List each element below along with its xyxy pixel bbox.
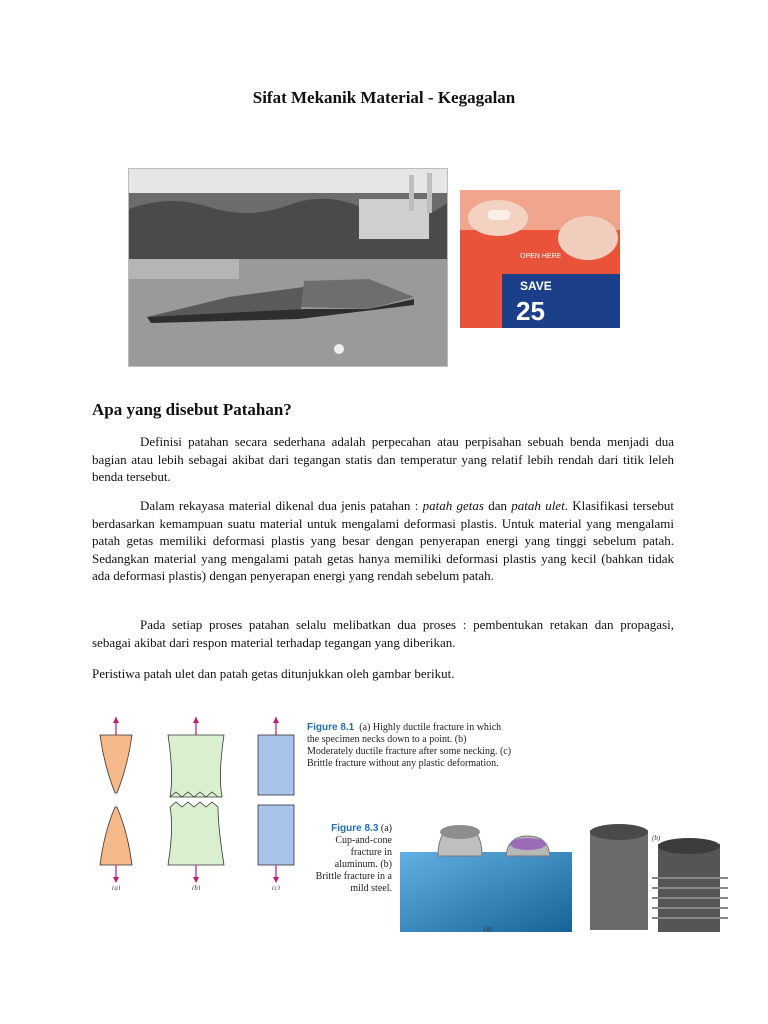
diagram-label-a: (a) [112, 884, 121, 890]
cup-cone-fracture-photo [400, 822, 572, 932]
pack-save-text: SAVE [520, 279, 552, 293]
photo-label-b: (b) [652, 834, 661, 842]
section-heading: Apa yang disebut Patahan? [92, 400, 292, 419]
paragraph-definition [92, 433, 674, 486]
p2-part1: Dalam rekayasa material dikenal dua jenis patahan : [140, 498, 423, 513]
figure-8-3-number: Figure 8.3 [331, 823, 379, 834]
term-patah-ulet: patah ulet [511, 498, 565, 513]
p2-part2: dan [483, 498, 512, 513]
figure-8-1-text: (a) Highly ductile fracture in which the specimen necks down to a point. (b) Moderately ductile fracture after some necking. (c) Brittle fracture without any plastic deformation. [307, 722, 512, 769]
figure-8-3-text: (a) Cup-and-cone fracture in aluminum. (b) Brittle fracture in a mild steel. [315, 823, 392, 894]
ship-fracture-photo [128, 168, 448, 367]
brittle-steel-photo [588, 822, 733, 932]
tear-open-package-photo [460, 190, 620, 328]
document-title: Sifat Mekanik Material - Kegagalan [252, 88, 516, 107]
p2-part3: . Klasifikasi tersebut berdasarkan kemampuan suatu material untuk mengalami deformasi plastis. Untuk material yang mengalami patah getas memiliki deformasi plastis yang besar dengan penyerapan energi yang tinggi sebelum patah. Sedangkan material yang mengalami patah getas hanya memiliki deformasi plastis yang kecil (bahkan tidak ada deformasi plastis) dengan penyerapan energi yang rendah sebelum patah. [92, 498, 674, 583]
diagram-label-b: (b) [192, 884, 201, 890]
photo-label-a: (a) [484, 925, 493, 932]
paragraph-fracture-process-text: Pada setiap proses patahan selalu melibatkan dua proses : pembentukan retakan dan propagasi, sebagai akibat dari respon material terhadap tegangan yang diberikan. [92, 617, 674, 650]
diagram-label-c: (c) [272, 884, 280, 890]
figure-8-1-caption [307, 722, 512, 770]
term-patah-getas: patah getas [422, 498, 484, 513]
paragraph-fracture-types [92, 497, 674, 585]
paragraph-figure-intro: Peristiwa patah ulet dan patah getas ditunjukkan oleh gambar berikut. [92, 666, 455, 681]
figure-8-1-number: Figure 8.1 [307, 722, 355, 733]
pack-open-here-text: OPEN HERE [520, 253, 562, 260]
paragraph-definition-text: Definisi patahan secara sederhana adalah perpecahan atau perpisahan sebuah benda menjadi dua bagian atau lebih sebagai akibat dari tegangan statis dan temperatur yang relatif lebih rendah dari titik leleh benda tersebut. [92, 434, 674, 484]
figure-8-3-caption [312, 823, 392, 895]
fracture-mode-diagram [92, 715, 304, 890]
pack-number-text: 25 [516, 296, 545, 326]
paragraph-fracture-process [92, 616, 674, 651]
